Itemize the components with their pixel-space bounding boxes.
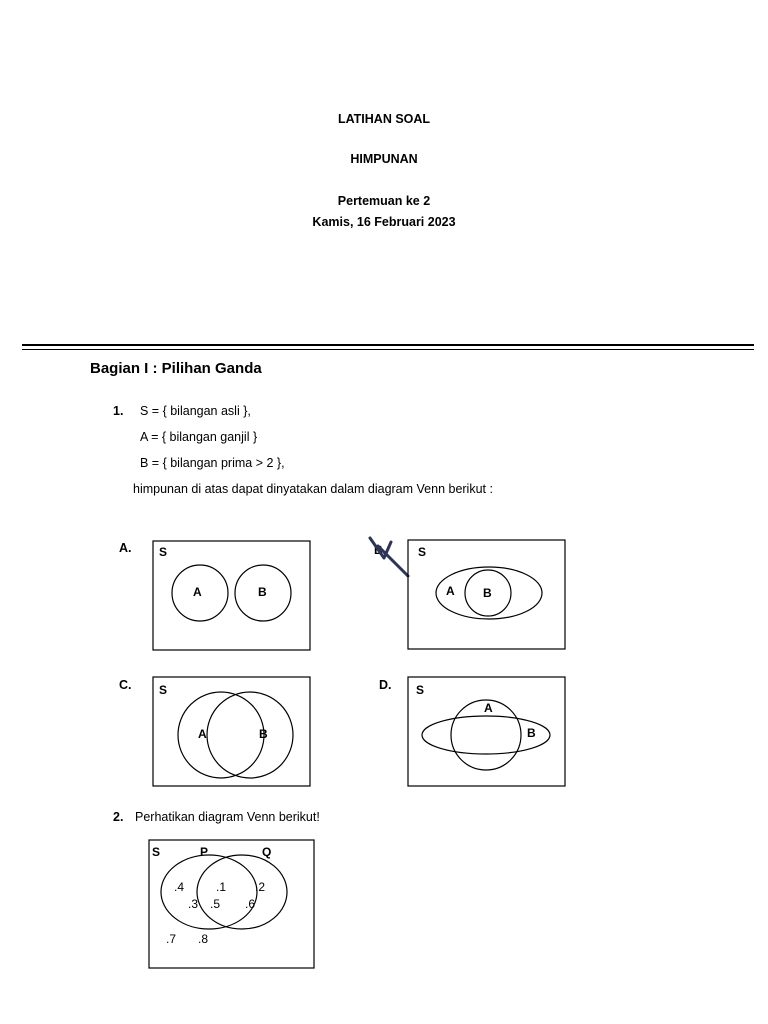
element-outside: .8	[198, 932, 209, 946]
set-b-label: B	[259, 727, 268, 741]
date-label: Kamis, 16 Februari 2023	[312, 215, 456, 229]
set-b-label: B	[258, 585, 267, 599]
set-b-label: B	[527, 726, 536, 740]
q1-prompt: himpunan di atas dapat dinyatakan dalam diagram Venn berikut :	[133, 482, 493, 496]
universe-label: S	[152, 845, 161, 859]
element-intersection: .5	[210, 897, 221, 911]
set-a-label: A	[198, 727, 207, 741]
option-b-label: B.	[374, 543, 386, 557]
q2-prompt: Perhatikan diagram Venn berikut!	[135, 810, 320, 824]
option-c-label: C.	[119, 678, 132, 692]
element-only-p: .3	[188, 897, 199, 911]
element-intersection: .1	[216, 880, 227, 894]
universe-label: S	[418, 545, 427, 559]
element-only-q: .2	[255, 880, 266, 894]
q2-number: 2.	[113, 810, 124, 824]
element-outside: .7	[166, 932, 177, 946]
set-a-label: A	[446, 584, 455, 598]
section-title: Bagian I : Pilihan Ganda	[90, 360, 262, 377]
divider-thick	[22, 344, 754, 346]
set-b-circle	[207, 692, 293, 778]
doc-subtitle: HIMPUNAN	[350, 152, 418, 166]
meeting-label: Pertemuan ke 2	[337, 194, 431, 208]
set-a-label: A	[484, 701, 493, 715]
venn-option-b	[364, 530, 574, 656]
set-a-label: A	[193, 585, 202, 599]
option-a-label: A.	[119, 541, 132, 555]
universe-label: S	[416, 683, 425, 697]
set-p-label: P	[200, 845, 209, 859]
venn-option-a	[150, 538, 314, 654]
set-q-label: Q	[262, 845, 272, 859]
set-a-circle	[178, 692, 264, 778]
pen-checkmark-icon	[370, 538, 408, 576]
set-q-circle	[197, 855, 287, 929]
universe-box	[153, 541, 310, 650]
universe-label: S	[159, 545, 168, 559]
universe-label: S	[159, 683, 168, 697]
divider-thin	[22, 349, 754, 350]
q1-line-s: S = { bilangan asli },	[140, 404, 251, 418]
q1-number: 1.	[113, 404, 124, 418]
venn-option-c	[150, 674, 314, 790]
doc-title: LATIHAN SOAL	[337, 112, 431, 126]
option-d-label: D.	[379, 678, 392, 692]
q1-line-b: B = { bilangan prima > 2 },	[140, 456, 285, 470]
set-b-label: B	[483, 586, 492, 600]
q1-line-a: A = { bilangan ganjil }	[140, 430, 258, 444]
venn-option-d	[405, 674, 569, 790]
element-only-q: .6	[245, 897, 256, 911]
element-only-p: .4	[174, 880, 185, 894]
venn-question-2	[146, 837, 318, 973]
